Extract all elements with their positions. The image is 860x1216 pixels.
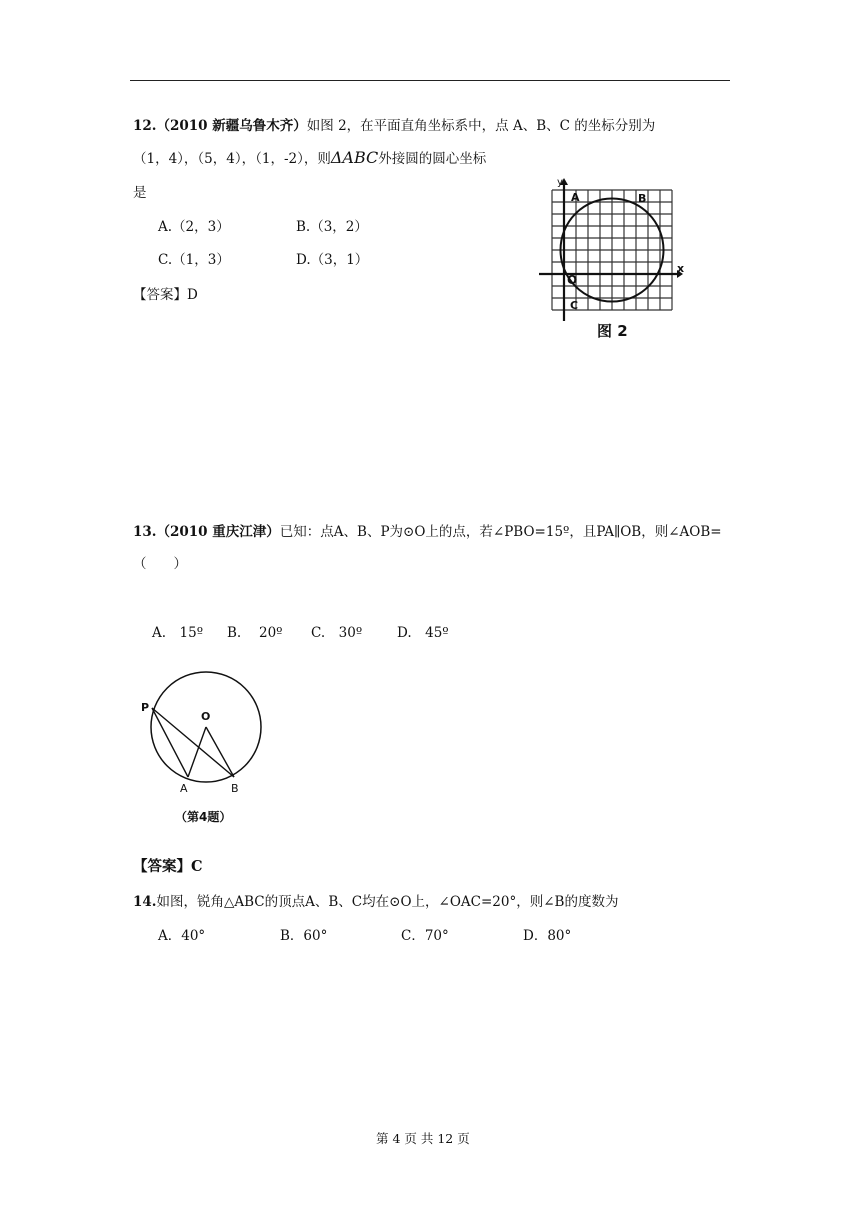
q13-option-c: C. 30º (311, 625, 363, 641)
q14-option-a: A．40° (158, 928, 206, 944)
header-rule (130, 80, 730, 81)
q12-option-d: D.（3，1） (296, 252, 369, 268)
q13-stem-line1 (133, 520, 722, 540)
q13-figure (135, 668, 275, 828)
q13-answer: 【答案】C (133, 858, 203, 875)
label-p: P (141, 701, 150, 714)
q12-text2b: 外接圆的圆心坐标 (378, 151, 487, 167)
q12-text1: 如图 2，在平面直角坐标系中，点 A、B、C 的坐标分别为 (306, 118, 656, 134)
q12-source: （2010 新疆乌鲁木齐） (156, 118, 307, 134)
q13-text1: 已知：点A、B、P为⊙O上的点，若∠PBO=15º，且PA∥OB，则∠AOB= (279, 524, 722, 540)
q13-figure-caption: （第4题） (175, 810, 232, 824)
q12-number: 12. (133, 118, 157, 134)
q12-stem-line2 (133, 147, 486, 167)
q12-stem-line3: 是 (133, 185, 147, 201)
q12-figure (537, 176, 687, 341)
q14-stem-line1 (133, 890, 618, 910)
q12-option-c: C.（1，3） (158, 252, 230, 268)
figure-lines (152, 708, 234, 777)
q13-option-b: B. 20º (227, 625, 283, 641)
q13-source: （2010 重庆江津） (156, 524, 280, 540)
label-a: A (571, 191, 580, 204)
q14-option-d: D．80° (523, 928, 572, 944)
page-footer: 第 4 页 共 12 页 (376, 1131, 470, 1146)
q12-stem-line1 (133, 114, 655, 134)
q12-text2a: （1，4），（5，4），（1，-2），则 (133, 151, 331, 167)
label-b: B (638, 192, 647, 205)
figure-caption: 图 2 (597, 322, 628, 340)
q14-text1: 如图，锐角△ABC的顶点A、B、C均在⊙O上，∠OAC=20°，则∠B的度数为 (156, 894, 619, 910)
q12-option-a: A.（2，3） (158, 219, 230, 235)
label-o2: O (201, 710, 211, 723)
q14-option-c: C．70° (401, 928, 449, 944)
q13-blank: （ ） (133, 556, 187, 572)
label-c: C (570, 299, 579, 312)
q14-option-b: B．60° (280, 928, 328, 944)
q13-option-a: A. 15º (152, 625, 204, 641)
label-y: y (557, 177, 563, 188)
label-b2: B (231, 782, 239, 795)
q12-option-b: B.（3，2） (296, 219, 368, 235)
q13-option-d: D. 45º (397, 625, 449, 641)
q12-triangle: ΔABC (330, 148, 379, 167)
q12-answer: 【答案】D (133, 287, 198, 303)
label-o: O (567, 273, 578, 287)
q13-number: 13. (133, 524, 157, 540)
label-x: x (677, 262, 685, 275)
figure-grid (552, 190, 672, 310)
label-a2: A (180, 782, 188, 795)
q14-number: 14. (133, 894, 157, 910)
